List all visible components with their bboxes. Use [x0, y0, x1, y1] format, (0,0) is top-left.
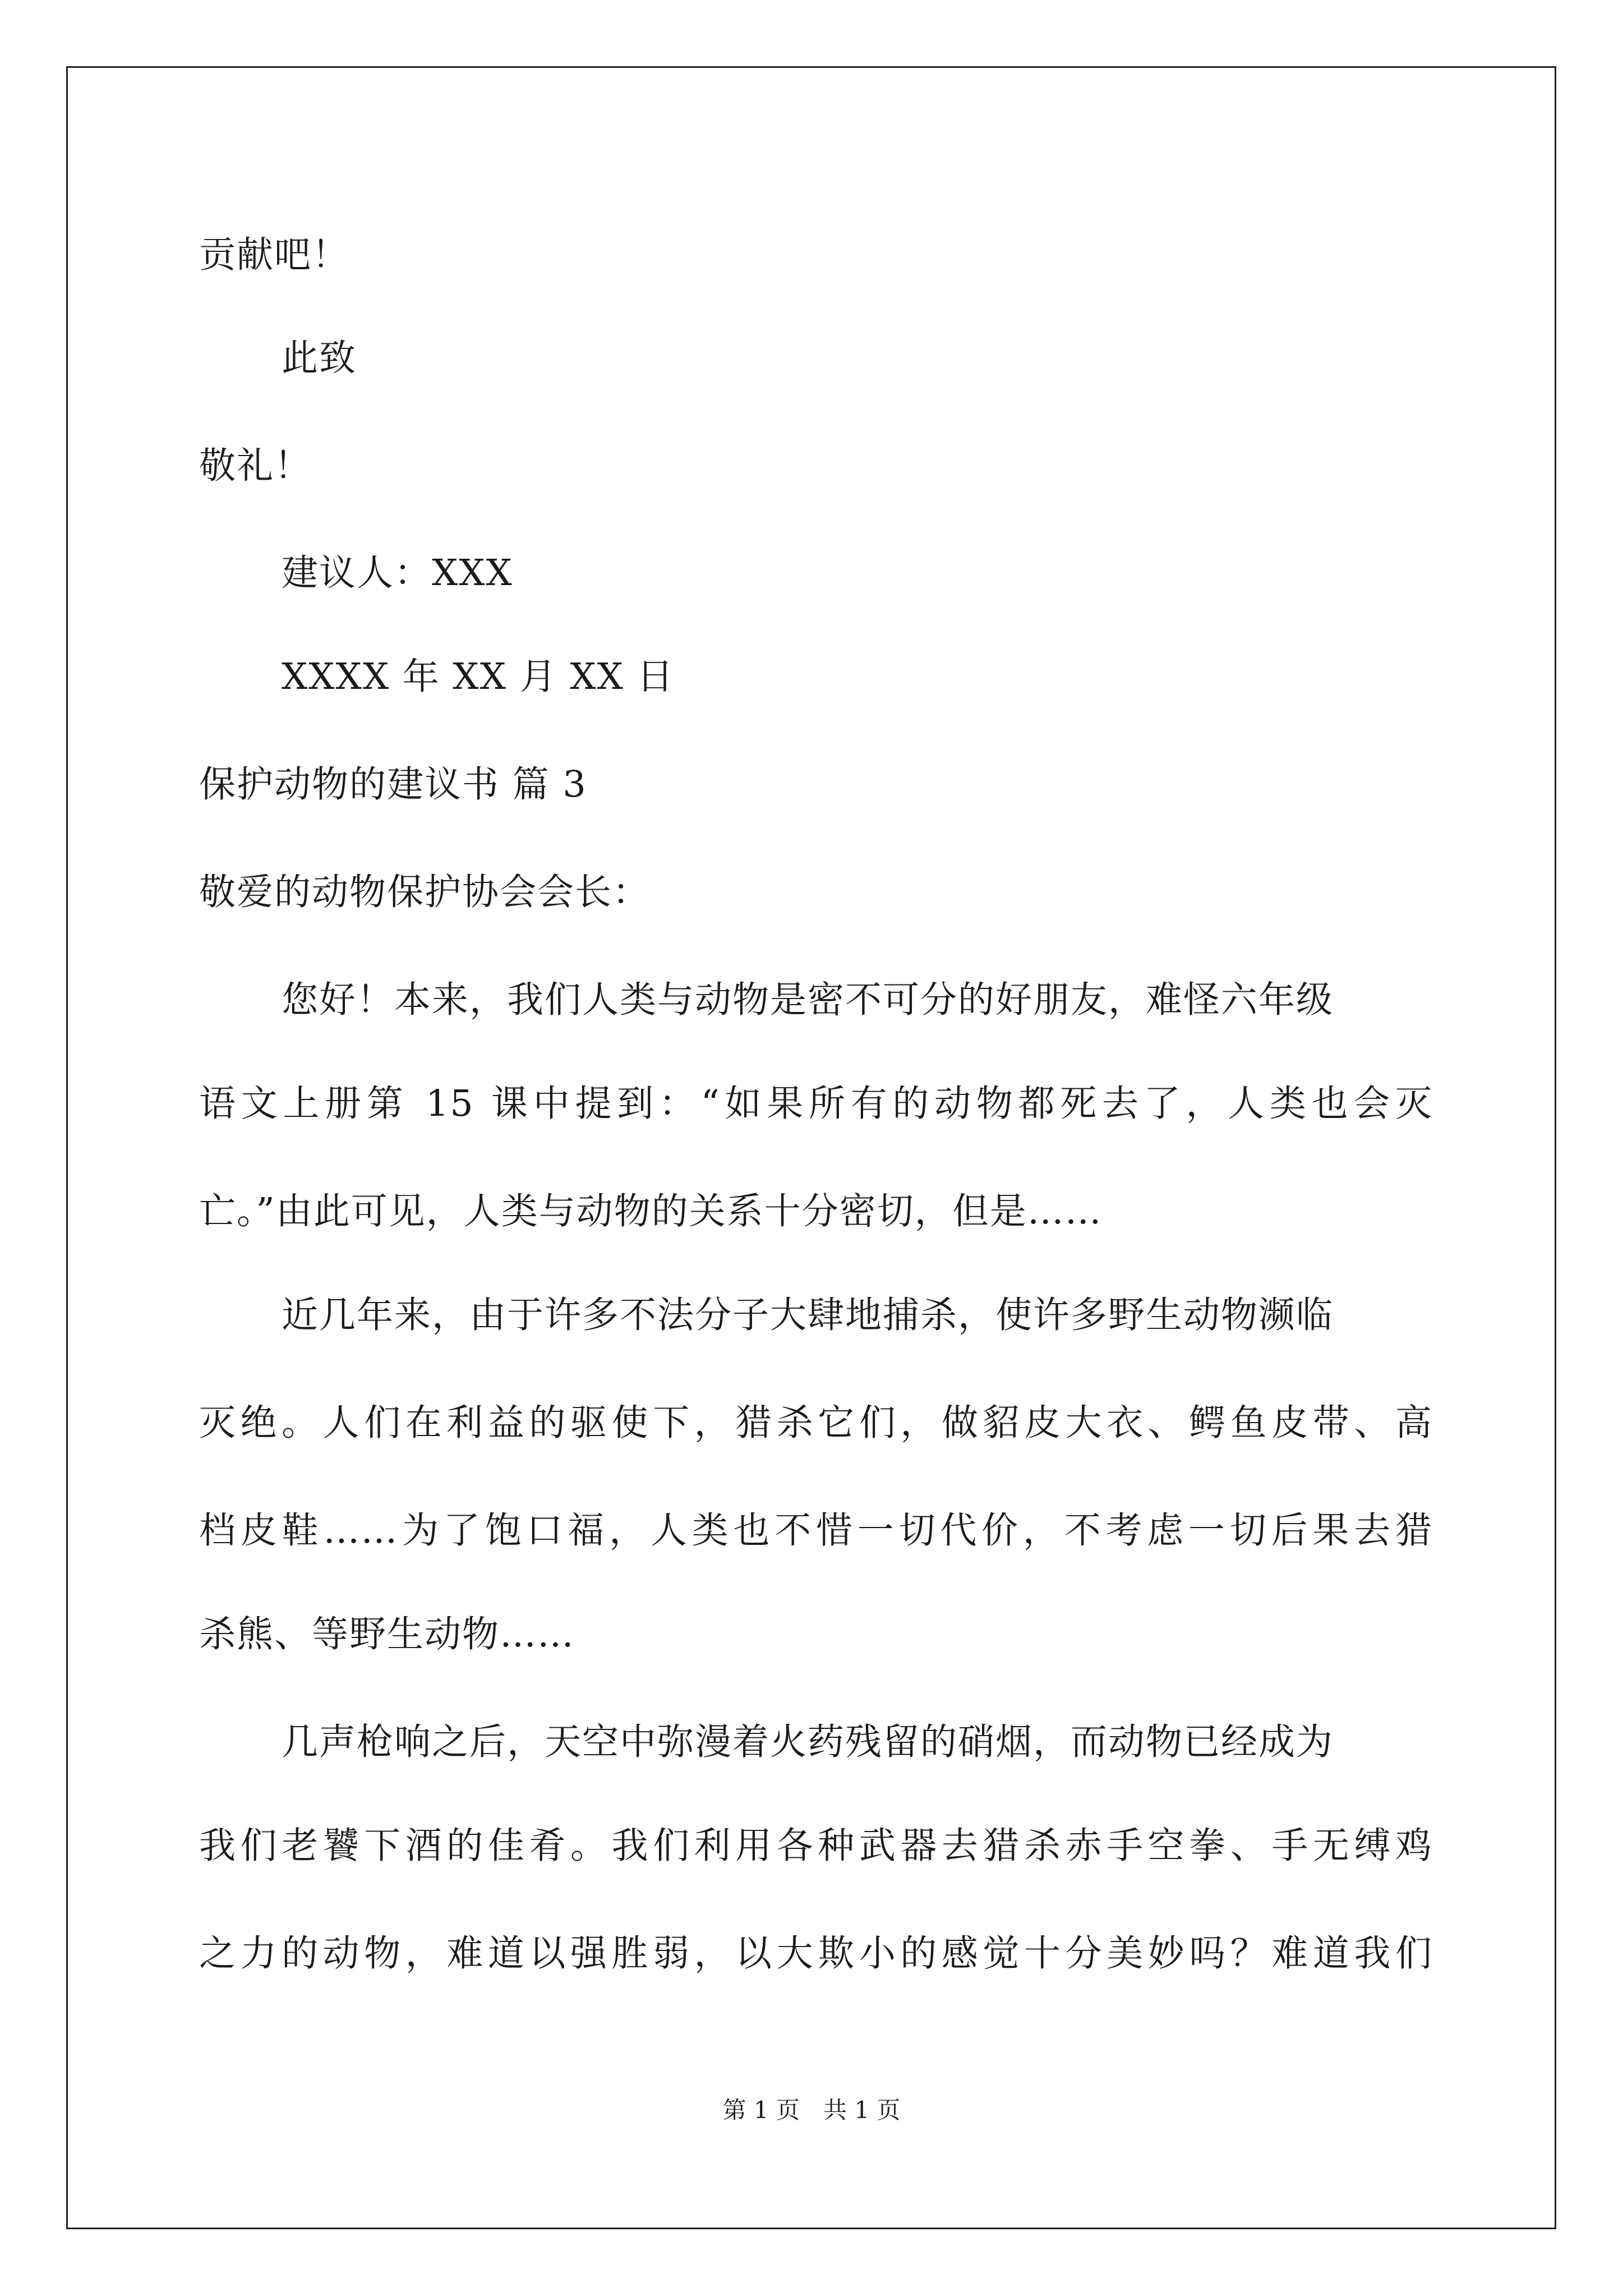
paragraph-line: 近几年来，由于许多不法分子大肆地捕杀，使许多野生动物濒临: [282, 1294, 1334, 1336]
date-line: XXXX 年 XX 月 XX 日: [282, 656, 675, 698]
salutation-line: 此致: [282, 337, 357, 379]
greeting-line: 敬爱的动物保护协会会长：: [199, 871, 651, 913]
paragraph-line: 我们老饕下酒的佳肴。我们利用各种武器去猎杀赤手空拳、手无缚鸡: [199, 1825, 1433, 1867]
paragraph-line: 您好！本来，我们人类与动物是密不可分的好朋友，难怪六年级: [282, 979, 1334, 1021]
paragraph-line: 语文上册第 15 课中提到：“如果所有的动物都死去了，人类也会灭: [199, 1083, 1433, 1125]
paragraph-line: 之力的动物，难道以强胜弱，以大欺小的感觉十分美妙吗？难道我们: [199, 1932, 1433, 1975]
paragraph-line: 档皮鞋……为了饱口福，人类也不惜一切代价，不考虑一切后果去猎: [199, 1510, 1433, 1552]
section-heading: 保护动物的建议书 篇 3: [199, 763, 587, 806]
paragraph-line: 几声枪响之后，天空中弥漫着火药残留的硝烟，而动物已经成为: [282, 1721, 1334, 1763]
page-footer: 第 1 页 共 1 页: [722, 2096, 901, 2124]
text-line: 贡献吧！: [199, 234, 350, 276]
closing-line: 敬礼！: [199, 445, 312, 487]
signature-line: 建议人：XXX: [282, 552, 513, 594]
paragraph-line: 灭绝。人们在利益的驱使下，猎杀它们，做貂皮大衣、鳄鱼皮带、高: [199, 1402, 1433, 1444]
page-border: [66, 66, 1556, 2229]
paragraph-line: 杀熊、等野生动物……: [199, 1613, 575, 1655]
paragraph-line: 亡。”由此可见，人类与动物的关系十分密切，但是……: [199, 1190, 1103, 1232]
